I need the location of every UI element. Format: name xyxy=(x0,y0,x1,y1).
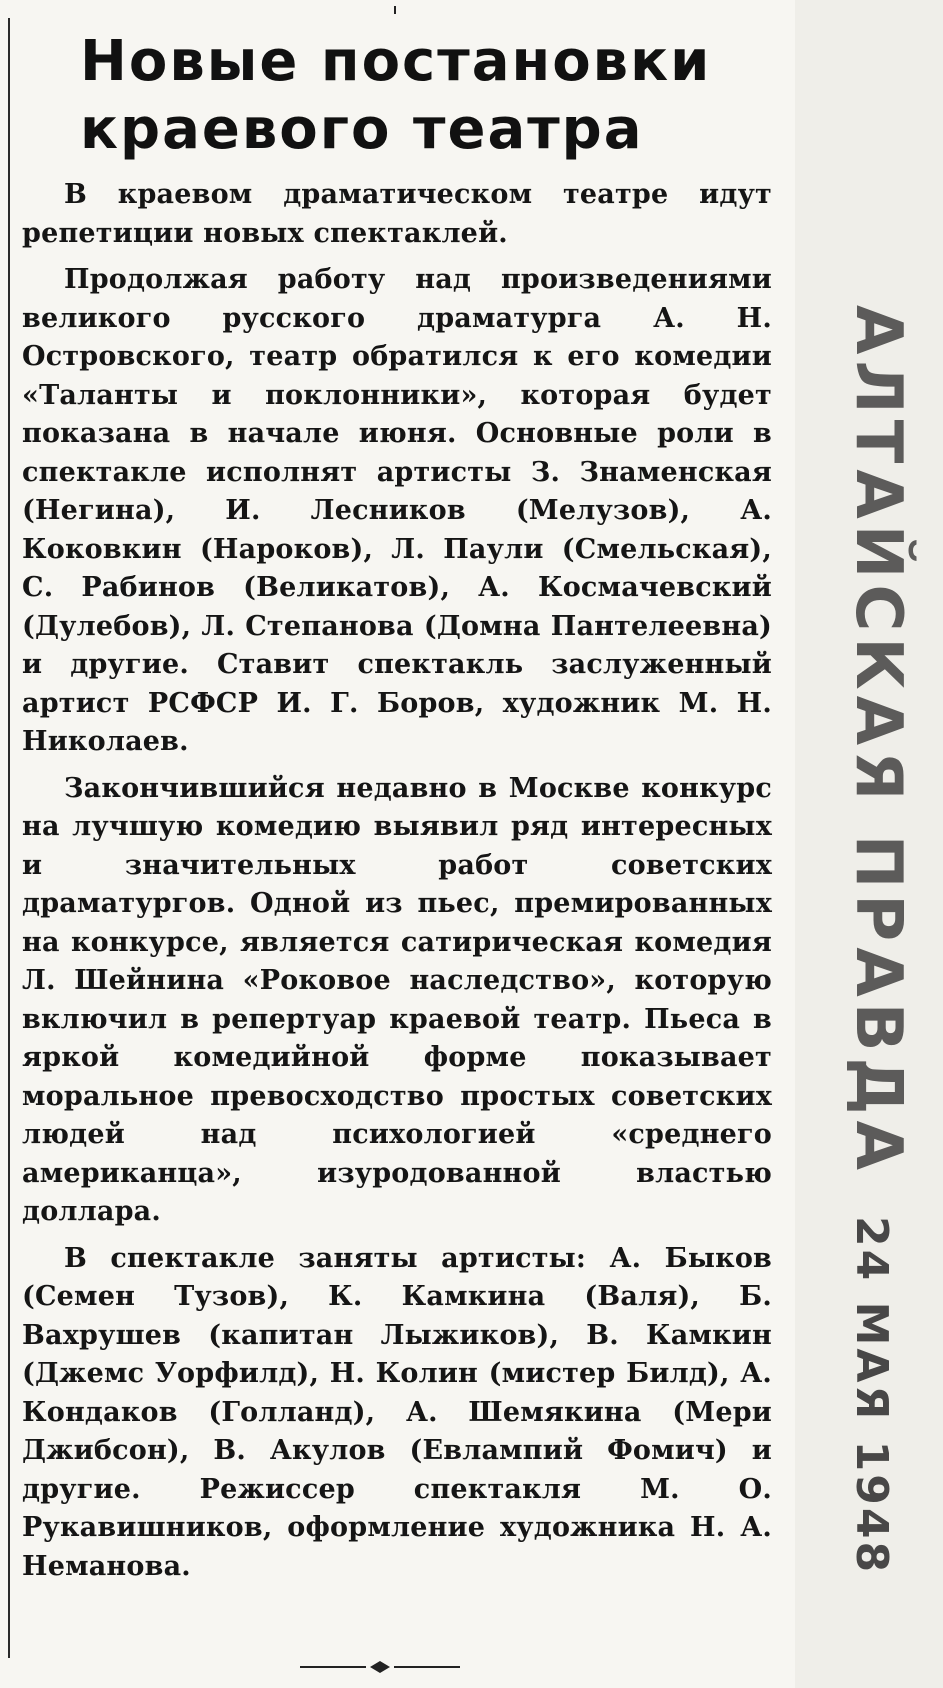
column-rule xyxy=(8,18,10,1658)
headline-line-2: краевого театра xyxy=(80,97,644,162)
end-ornament xyxy=(300,1660,460,1674)
paragraph-ostrovsky: Продолжая работу над произведениями великого русского драматурга А. Н. Островского, театр обратился к его комедии «Таланты и поклонники», которая будет показана в начале июня. Основные роли в спектакле исполнят артисты З. Знаменская (Негина), И. Лесников (Мелузов), А. Коковкин (Нароков), Л. Паули (Смельская), С. Рабинов (Великатов), А. Космачевский (Дулебов), Л. Степанова (Домна Пантелеевна) и другие. Ставит спектакль заслуженный артист РСФСР И. Г. Боров, художник М. Н. Николаев. xyxy=(22,264,772,757)
paragraph-cast: В спектакле заняты артисты: А. Быков (Семен Тузов), К. Камкина (Валя), Б. Вахрушев (капитан Лыжиков), В. Камкин (Джемс Уорфилд), Н. Колин (мистер Билд), А. Кондаков (Голланд), А. Шемякина (Мери Джибсон), В. Акулов (Евлампий Фомич) и другие. Режиссер спектакля М. О. Рукавишников, оформление художника Н. А. Неманова. xyxy=(22,1242,772,1582)
stamp-date: 24 МАЯ 1948 xyxy=(846,1216,897,1576)
article-headline xyxy=(22,28,772,164)
article xyxy=(22,28,772,1594)
newspaper-stamp xyxy=(841,305,915,1575)
stamp-title: АЛТАЙСКАЯ ПРАВДА xyxy=(841,304,915,1177)
article-body xyxy=(22,176,772,1586)
paragraph-contest: Закончившийся недавно в Москве конкурс на лучшую комедию выявил ряд интересных и значительных работ советских драматургов. Одной из пьес, премированных на конкурсе, является сатирическая комедия Л. Шейнина «Роковое наследство», которую включил в репертуар краевой театр. Пьеса в яркой комедийной форме показывает моральное превосходство простых советских людей над психологией «среднего американца», изуродованной властью доллара. xyxy=(22,772,772,1227)
top-mark xyxy=(390,6,400,16)
headline-line-1: Новые постановки xyxy=(80,29,712,94)
paragraph-intro: В краевом драматическом театре идут репетиции новых спектаклей. xyxy=(22,179,772,249)
